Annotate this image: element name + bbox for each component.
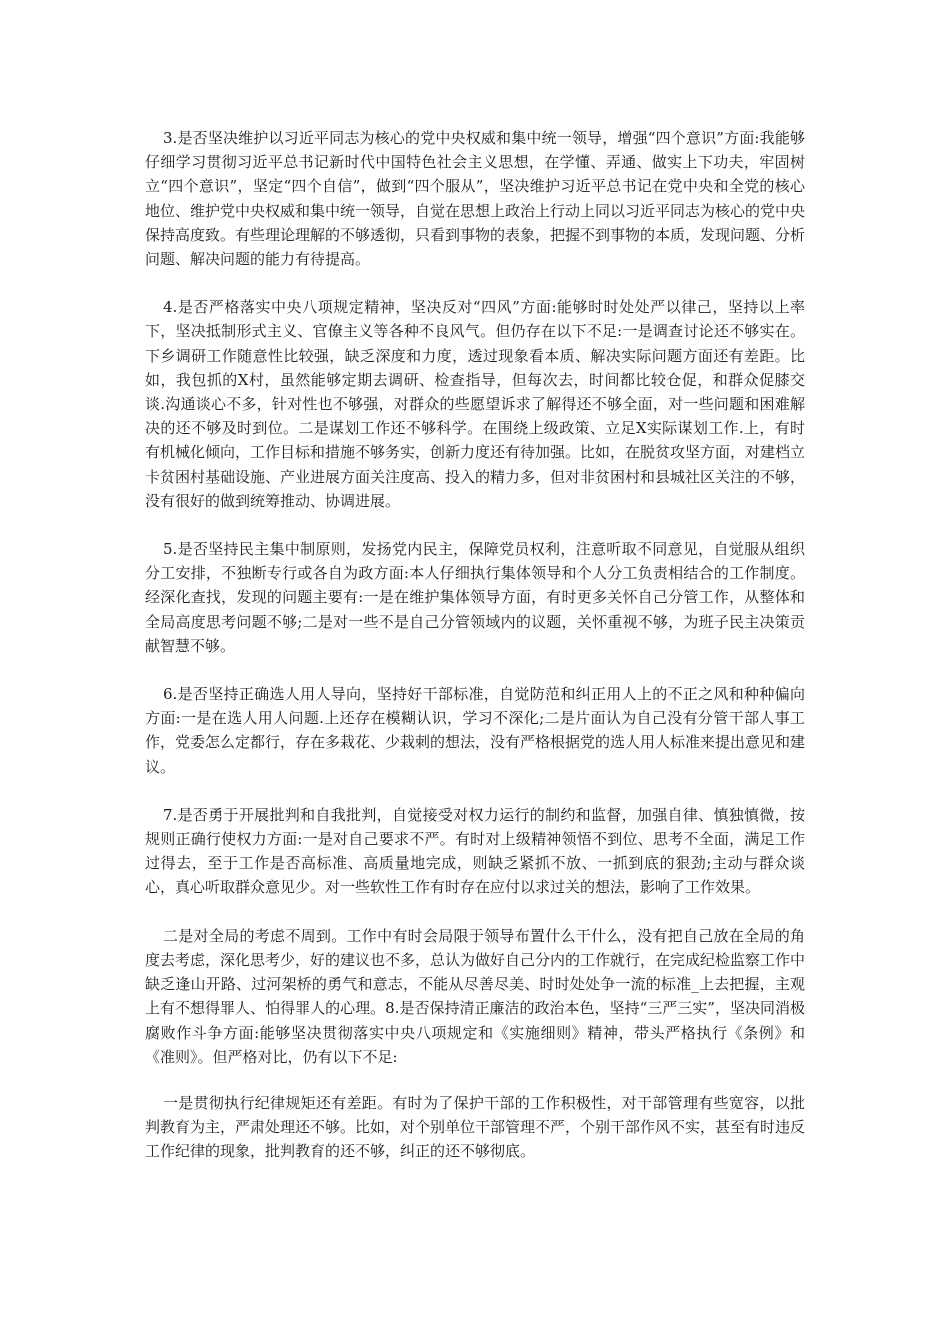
paragraph-item-6: 6.是否坚持正确选人用人导向，坚持好干部标准，自觉防范和纠正用人上的不正之风和种种偏向方面:一是在选人用人问题.上还存在模糊认识，学习不深化;二是片面认为自己没有分管干部人事工作，党委怎么定都行，存在多栽花、少栽刺的想法，没有严格根据党的选人用人标准来提出意见和建议。 [145, 685, 806, 776]
paragraph-item-7: 7.是否勇于开展批判和自我批判，自觉接受对权力运行的制约和监督，加强自律、慎独慎微，按规则正确行使权力方面:一是对自己要求不严。有时对上级精神领悟不到位、思考不全面，满足工作过得去，至于工作是否高标准、高质量地完成，则缺乏紧抓不放、一抓到底的狠劲;主动与群众谈心，真心听取群众意见少。对一些软性工作有时存在应付以求过关的想法，影响了工作效果。 [145, 805, 805, 897]
paragraph-discipline: 一是贯彻执行纪律规矩还有差距。有时为了保护干部的工作积极性，对干部管理有些宽容，以批判教育为主，严肃处理还不够。比如，对个别单位干部管理不严，个别干部作风不实，甚至有时违反工作纪律的现象，批判教育的还不够，纠正的还不够彻底。 [145, 1093, 806, 1161]
paragraph-item-4: 4.是否严格落实中央八项规定精神，坚决反对“四风”方面:能够时时处处严以律己，坚持以上率下，坚决抵制形式主义、官僚主义等各种不良风气。但仍存在以下不足:一是调查讨论还不够实在。下乡调研工作随意性比较强，缺乏深度和力度，透过现象看本质、解决实际问题方面还有差距。比如，我包抓的X村，虽然能够定期去调研、检查指导，但每次去，时间都比较仓促，和群众促膝交谈.沟通谈心不多，针对性也不够强，对群众的些愿望诉求了解得还不够全面，对一些问题和困难解决的还不够及时到位。二是谋划工作还不够科学。在围绕上级政策、立足X实际谋划工作.上，有时有机械化倾向，工作目标和措施不够务实，创新力度还有待加强。比如，在脱贫攻坚方面，对建档立卡贫困村基础设施、产业进展方面关注度高、投入的精力多，但对非贫困村和县城社区关注的不够，没有很好的做到统筹推动、协调进展。 [145, 298, 806, 510]
document-body [145, 126, 805, 1188]
paragraph-item-3: 3.是否坚决维护以习近平同志为核心的党中央权威和集中统一领导，增强“四个意识”方面:我能够仔细学习贯彻习近平总书记新时代中国特色社会主义思想，在学懂、弄通、做实上下功夫，牢固树立“四个意识”，坚定“四个自信”，做到“四个服从”，坚决维护习近平总书记在党中央和全党的核心地位、维护党中央权威和集中统一领导，自觉在思想上政治上行动上同以习近平同志为核心的党中央保持高度致。有些理论理解的不够透彻，只看到事物的表象，把握不到事物的本质，发现问题、分析问题、解决问题的能力有待提高。 [145, 129, 806, 269]
paragraph-item-5: 5.是否坚持民主集中制原则，发扬党内民主，保障党员权利，注意听取不同意见，自觉服从组织分工安排，不独断专行或各自为政方面:本人仔细执行集体领导和个人分工负责相结合的工作制度。经深化查找，发现的问题主要有:一是在维护集体领导方面，有时更多关怀自己分管工作，从整体和全局高度思考问题不够;二是对一些不是自己分管领域内的议题，关怀重视不够，为班子民主决策贡献智慧不够。 [145, 540, 805, 655]
paragraph-overall-consideration: 二是对全局的考虑不周到。工作中有时会局限于领导布置什么干什么，没有把自己放在全局的角度去考虑，深化思考少，好的建议也不多，总认为做好自己分内的工作就行，在完成纪检监察工作中缺乏逢山开路、过河架桥的勇气和意志，不能从尽善尽美、时时处处争一流的标准_上去把握，主观上有不想得罪人、怕得罪人的心理。8.是否保持清正廉洁的政治本色，坚持“三严三实”，坚决同消极 腐败作斗争方面:能够坚决贯彻落实中央八项规定和《实施细则》精神，带头严格执行《条例》和《准则》。但严格对比，仍有以下不足: [145, 926, 806, 1066]
